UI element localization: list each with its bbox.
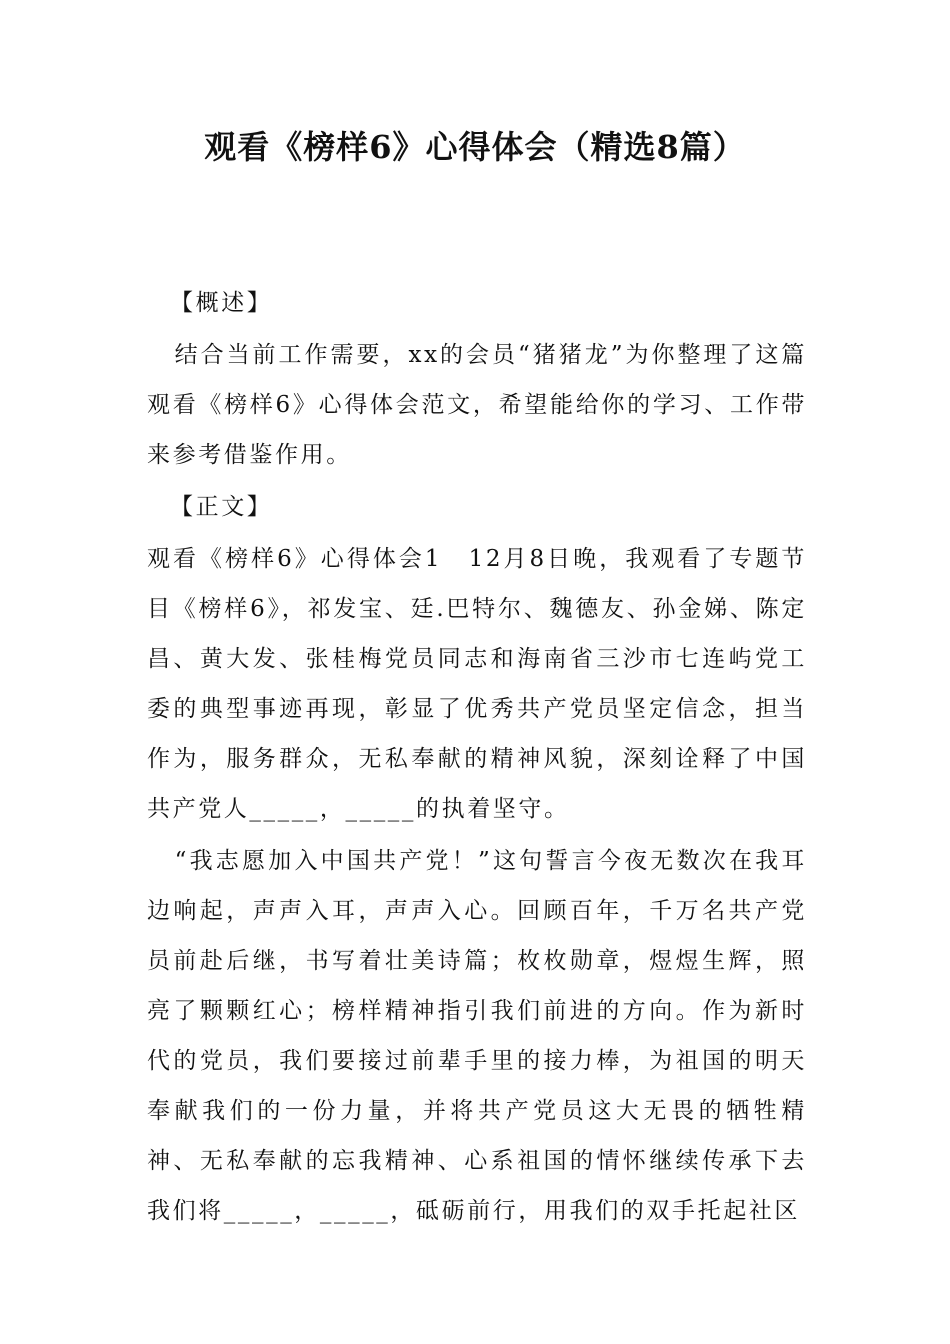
overview-paragraph: 结合当前工作需要，xx的会员“猪猪龙”为你整理了这篇观看《榜样6》心得体会范文，希望能给你的学习、工作带来参考借鉴作用。 <box>147 342 807 468</box>
document-title: 观看《榜样6》心得体会（精选8篇） <box>204 128 746 166</box>
section-heading-overview: 【概述】 <box>170 290 273 316</box>
section-heading-body: 【正文】 <box>170 494 273 520</box>
body-paragraph-1: 观看《榜样6》心得体会1 12月8日晚，我观看了专题节目《榜样6》，祁发宝、廷.巴特尔、魏德友、孙金娣、陈定昌、黄大发、张桂梅党员同志和海南省三沙市七连屿党工委的典型事迹再现，彰显了优秀共产党员坚定信念，担当作为，服务群众，无私奉献的精神风貌，深刻诠释了中国共产党人_____，_____的执着坚守。 <box>147 546 807 822</box>
body-paragraph-2: “我志愿加入中国共产党！”这句誓言今夜无数次在我耳边响起，声声入耳，声声入心。回顾百年，千万名共产党员前赴后继，书写着壮美诗篇；枚枚勋章，煜煜生辉，照亮了颗颗红心；榜样精神指引我们前进的方向。作为新时代的党员，我们要接过前辈手里的接力棒，为祖国的明天奉献我们的一份力量，并将共产党员这大无畏的牺牲精神、无私奉献的忘我精神、心系祖国的情怀继续传承下去我们将_____，_____，砥砺前行，用我们的双手托起社区 <box>147 848 807 1224</box>
document-body <box>147 278 807 1238</box>
